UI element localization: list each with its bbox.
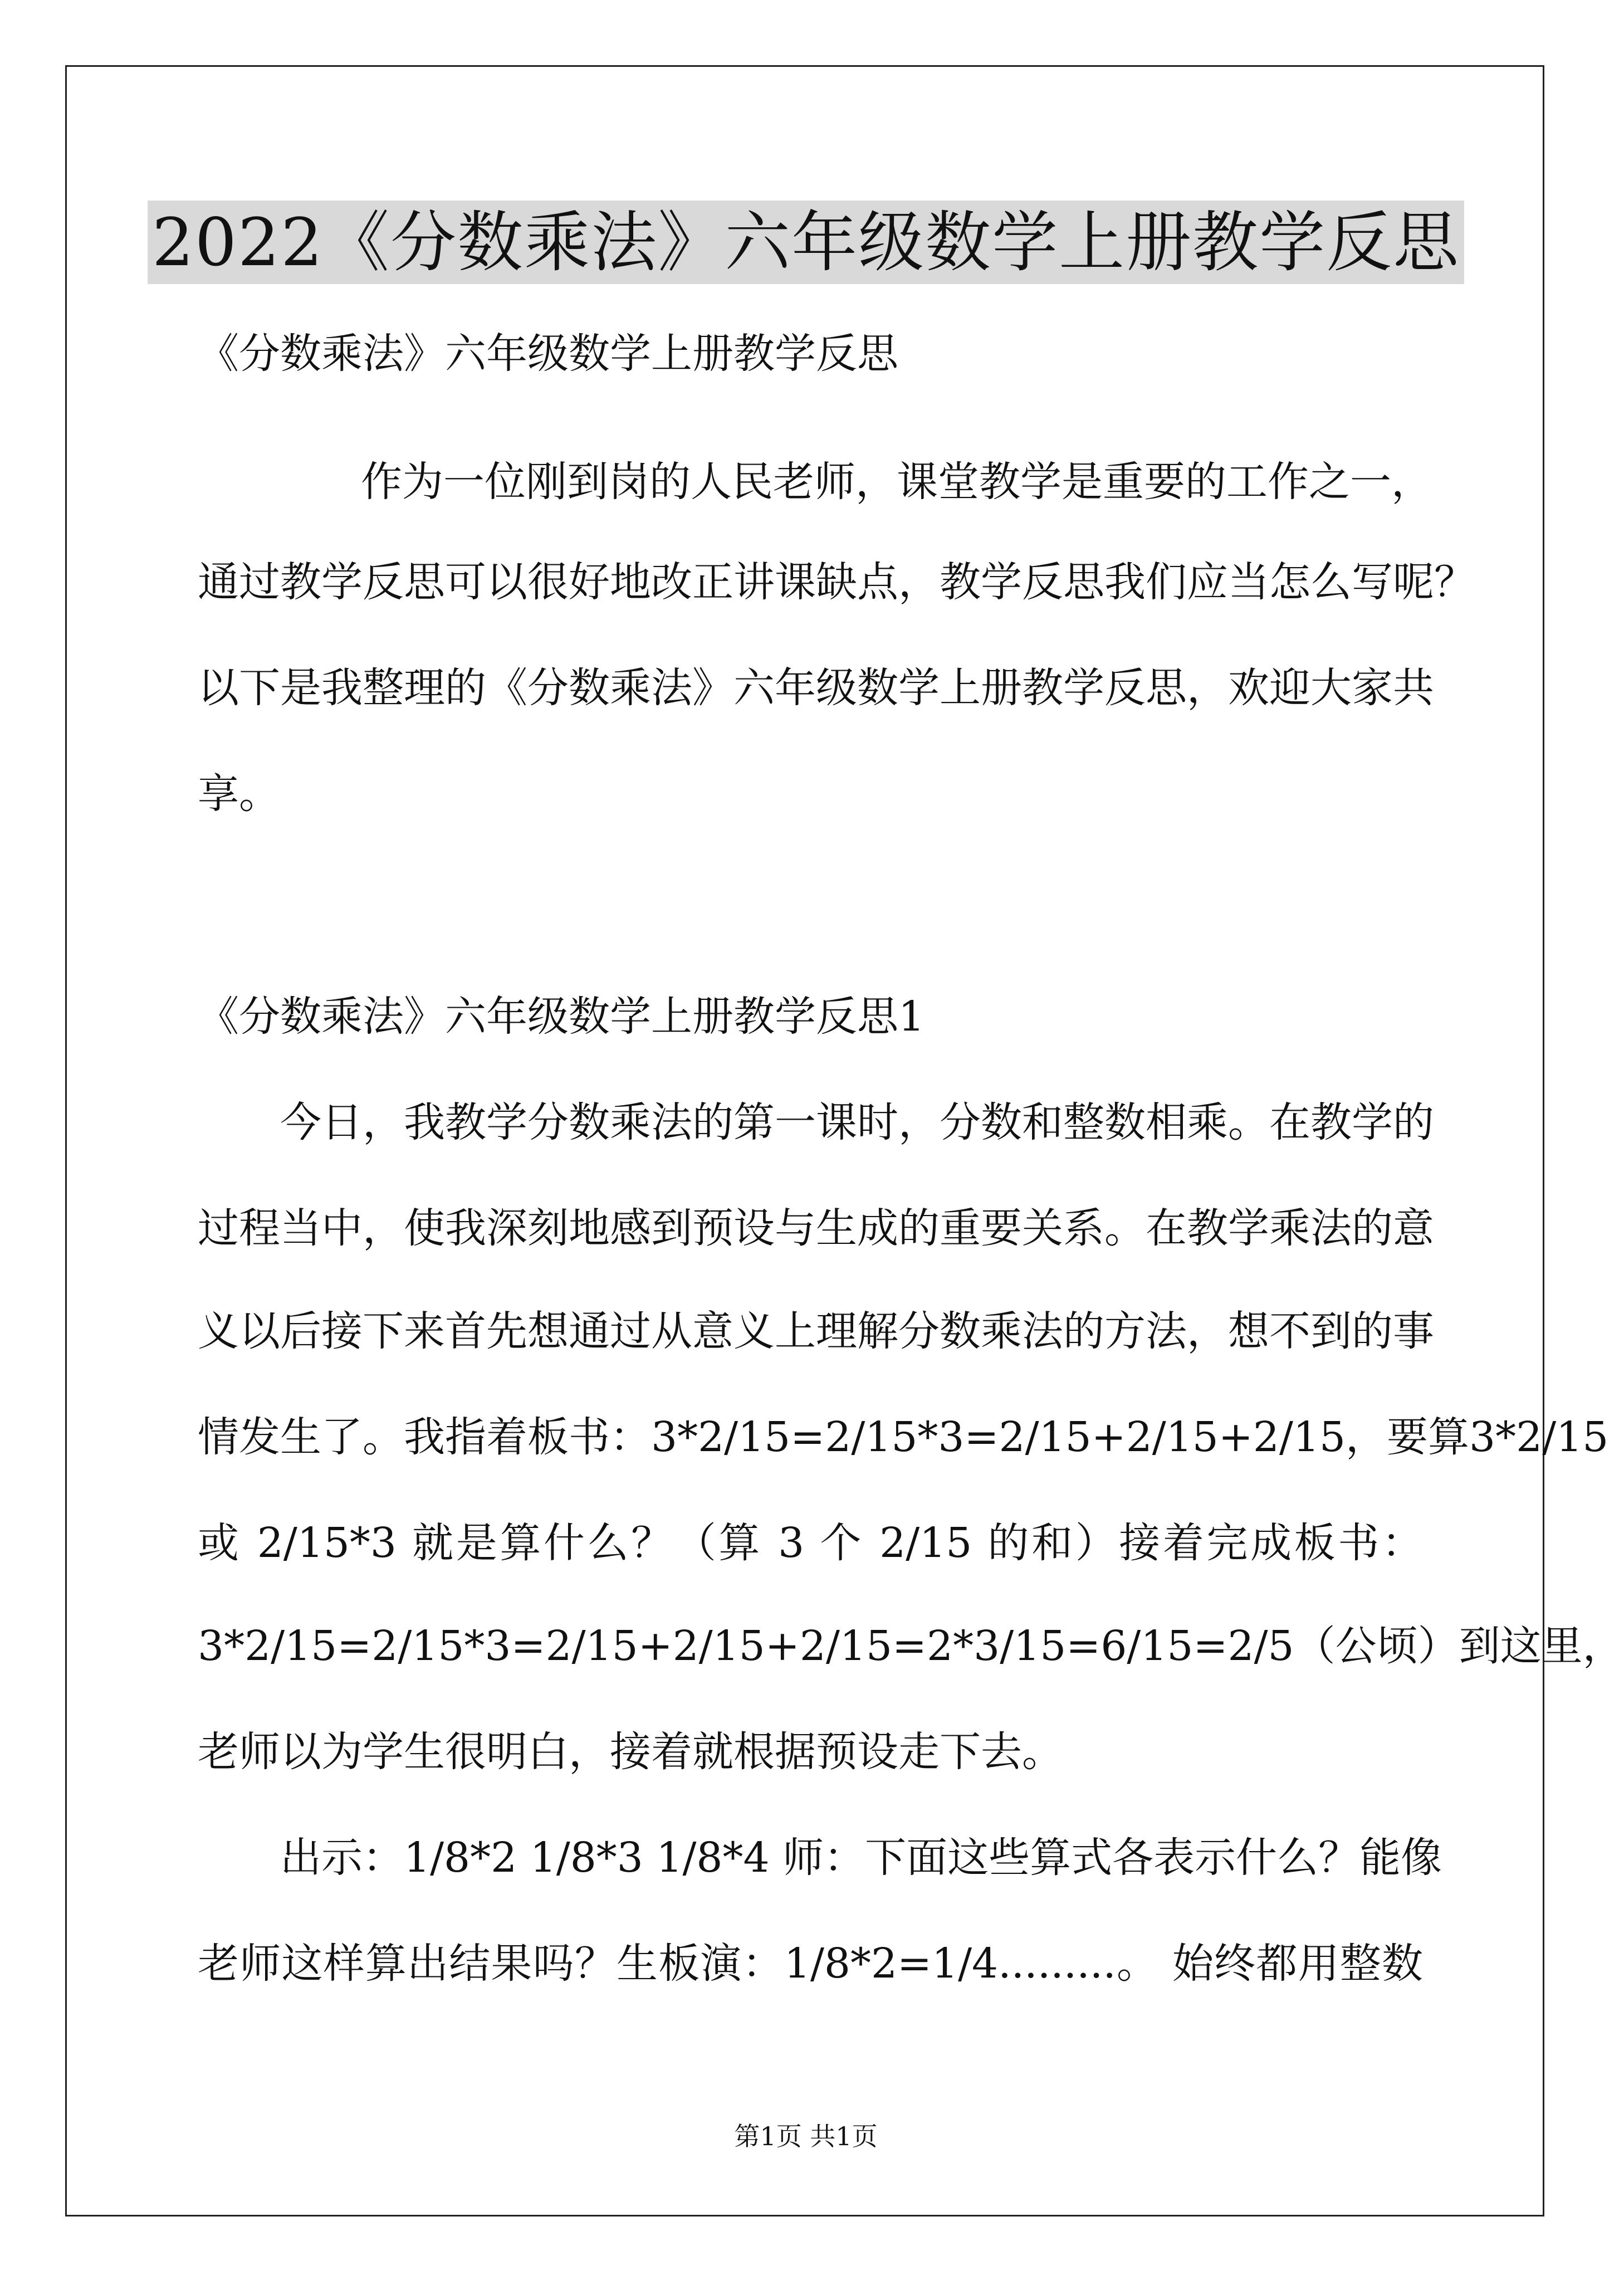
paragraph-line: 3*2/15=2/15*3=2/15+2/15+2/15=2*3/15=6/15=2/5（公顷）到这里， [198, 1622, 1624, 1670]
paragraph-line: 情发生了。我指着板书：3*2/15=2/15*3=2/15+2/15+2/15，要算3*2/15 [198, 1413, 1609, 1461]
document-title: 2022《分数乘法》六年级数学上册教学反思 [148, 201, 1464, 284]
paragraph-line: 过程当中，使我深刻地感到预设与生成的重要关系。在教学乘法的意 [198, 1204, 1434, 1252]
page-footer: 第1页 共1页 [734, 2121, 878, 2151]
paragraph-line: 出示：1/8*2 1/8*3 1/8*4 师：下面这些算式各表示什么？能像 [280, 1834, 1442, 1882]
paragraph-line: 享。 [198, 770, 280, 818]
subtitle-line: 《分数乘法》六年级数学上册教学反思 [198, 330, 898, 378]
paragraph-line: 或 2/15*3 就是算什么？（算 3 个 2/15 的和）接着完成板书： [198, 1519, 1423, 1567]
paragraph-line: 老师这样算出结果吗？生板演：1/8*2=1/4.........。 始终都用整数 [198, 1940, 1423, 1988]
paragraph-line: 义以后接下来首先想通过从意义上理解分数乘法的方法，想不到的事 [198, 1307, 1434, 1355]
paragraph-line: 以下是我整理的《分数乘法》六年级数学上册教学反思，欢迎大家共 [198, 664, 1434, 712]
paragraph-line: 老师以为学生很明白，接着就根据预设走下去。 [198, 1728, 1063, 1776]
title-container [0, 201, 1612, 284]
paragraph-line: 作为一位刚到岗的人民老师，课堂教学是重要的工作之一， [361, 458, 1432, 506]
paragraph-line: 通过教学反思可以很好地改正讲课缺点，教学反思我们应当怎么写呢？ [198, 558, 1475, 606]
paragraph-line: 今日，我教学分数乘法的第一课时，分数和整数相乘。在教学的 [280, 1098, 1434, 1146]
section-heading: 《分数乘法》六年级数学上册教学反思1 [198, 993, 925, 1041]
